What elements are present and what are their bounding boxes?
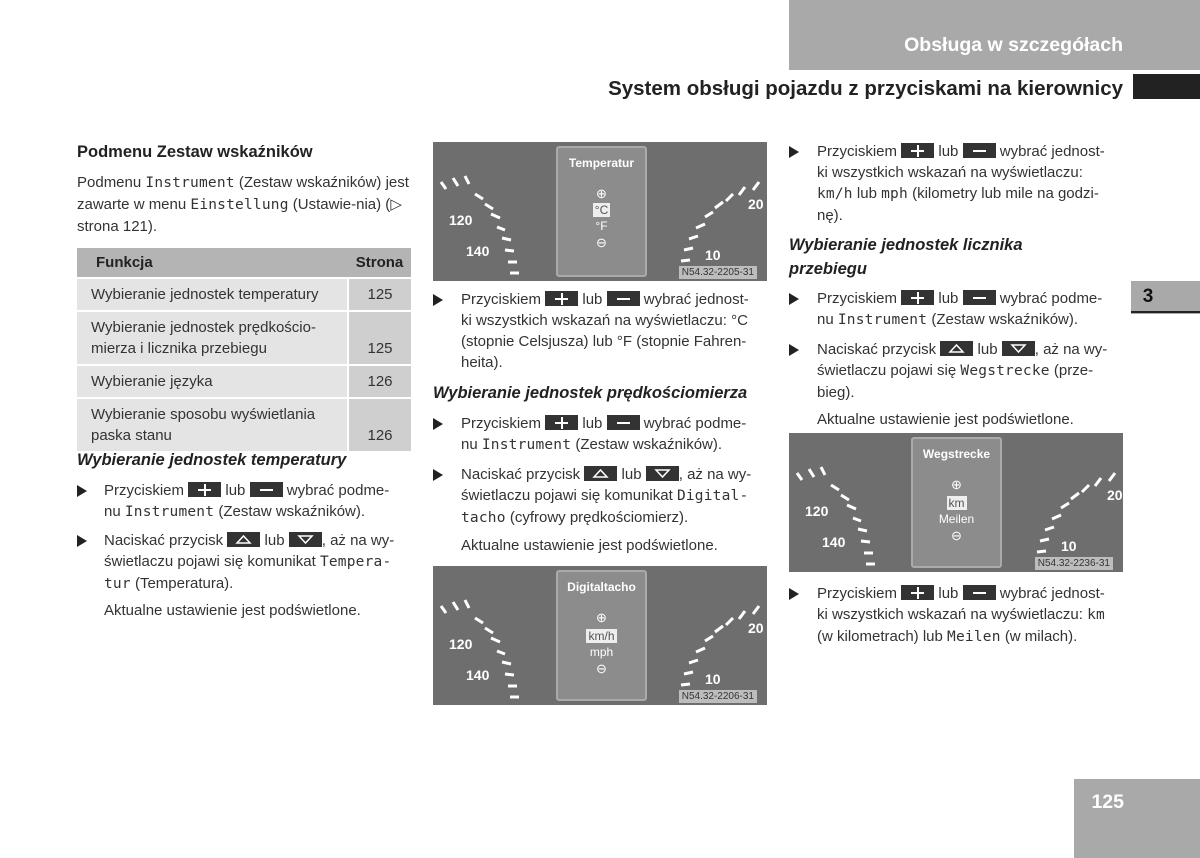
text: (Zestaw wskaźników). [931,311,1079,328]
table-cell-page: 125 [348,311,411,365]
text: wybrać jednost- [999,585,1105,602]
display-title: Temperatur [568,156,635,170]
text: lub [938,585,959,602]
intro-text: (Ustawie-nia) ( [288,196,391,213]
minus-key-icon [250,482,283,497]
dial-number: 140 [466,243,490,259]
text: (w milach). [1004,628,1078,645]
arrow-ref-icon: ▷ [390,196,402,213]
option-text: km/h [588,629,615,643]
text: nu [104,503,121,520]
list-item [433,413,767,456]
intro-mono-instrument: Instrument [145,175,235,191]
text: Przyciskiem [461,291,542,308]
intro-text: Podmenu [77,174,146,191]
text: lub [225,482,246,499]
dial-number: 120 [449,212,473,228]
table-cell-function: Wybieranie jednostek prędkościo-mierza i licznika przebiegu [77,311,348,365]
display-panel [556,146,647,277]
scroll-down-key-icon [1002,341,1035,356]
bullet-icon [789,293,799,305]
dial-number: 140 [822,534,846,550]
mono-text: km [1087,607,1105,623]
image-code: N54.32-2236-31 [1035,557,1113,570]
table-row [77,365,411,398]
chapter-number: 3 [1142,286,1154,307]
intro-text: strona 121). [77,218,158,235]
text: (stopnie Celsjusza) lub °F (stopnie Fahren- [461,333,747,350]
minus-circle-icon: ⊖ [596,661,607,676]
minus-key-icon [607,291,640,306]
display-option-selected [558,629,645,643]
text: heita). [461,354,503,371]
text: lub [264,532,285,549]
chapter-tab-line [1131,311,1200,313]
current-setting-note: Aktualne ustawienie jest podświetlone. [817,411,1074,428]
plus-key-icon [901,290,934,305]
heading-line: przebiegu [789,260,867,278]
plus-circle-icon: ⊕ [951,477,962,492]
intro-paragraph [77,172,411,237]
text: lub [582,291,603,308]
text: świetlaczu pojawi się [817,362,957,379]
dial-number: 120 [449,636,473,652]
text: Przyciskiem [817,290,898,307]
text: lub [938,290,959,307]
dial-number: 20 [748,196,764,212]
plus-key-icon [545,415,578,430]
mono-text: tur [104,576,131,592]
text: wybrać podme- [643,415,747,432]
text: nu [461,436,478,453]
bullet-icon [433,469,443,481]
display-panel [911,437,1002,568]
list-item [789,141,1123,226]
list-item [789,288,1123,331]
page-subtitle: System obsługi pojazdu z przyciskami na kierownicy [608,77,1123,100]
intro-text: (Zestaw wskaźników) jest zawarte w menu [77,174,409,213]
text: ki wszystkich wskazań na wyświetlaczu: °C [461,312,748,329]
dial-number: 10 [705,671,721,687]
dial-number: 10 [1061,538,1077,554]
display-option: Meilen [938,512,975,526]
minus-key-icon [963,290,996,305]
table-header-page: Strona [348,248,411,278]
display-panel [556,570,647,701]
scroll-up-key-icon [227,532,260,547]
dial-number: 120 [805,503,829,519]
list-item [789,583,1123,648]
function-table [77,248,411,451]
bullet-icon [789,588,799,600]
text: wybrać jednost- [643,291,749,308]
text: (Temperatura). [134,575,234,592]
text: Naciskać przycisk [817,341,937,358]
text: świetlaczu pojawi się komunikat [104,553,316,570]
subtitle-bar [1133,74,1200,99]
plus-circle-icon: ⊕ [596,186,607,201]
text: (Zestaw wskaźników). [575,436,723,453]
plus-key-icon [188,482,221,497]
text: Naciskać przycisk [104,532,224,549]
temperature-heading: Wybieranie jednostek temperatury [77,451,347,469]
bullet-icon [433,418,443,430]
text: świetlaczu pojawi się komunikat [461,487,673,504]
current-setting-note: Aktualne ustawienie jest podświetlone. [461,537,718,554]
text: wybrać podme- [999,290,1103,307]
current-setting-note: Aktualne ustawienie jest podświetlone. [104,602,361,619]
text: lub [582,415,603,432]
table-row [77,398,411,451]
mono-text: tacho [461,510,506,526]
text: nę). [817,207,843,224]
section-title: Obsługa w szczegółach [904,34,1123,56]
mono-text: km/h [817,186,853,202]
table-row [77,278,411,311]
minus-circle-icon: ⊖ [596,235,607,250]
option-text: °C [594,203,609,217]
table-cell-page: 125 [348,278,411,311]
dial-number: 140 [466,667,490,683]
mono-text: Wegstrecke [960,363,1050,379]
list-item [77,530,411,595]
display-option-selected [558,203,645,217]
list-item [77,480,411,523]
text: ki wszystkich wskazań na wyświetlaczu: [817,164,1083,181]
intro-mono-einstellung: Einstellung [190,197,289,213]
plus-key-icon [545,291,578,306]
text: Przyciskiem [461,415,542,432]
minus-key-icon [607,415,640,430]
minus-key-icon [963,143,996,158]
table-header-row [77,248,411,278]
cluster-image-wegstrecke [789,433,1123,572]
mono-text: Tempera- [319,554,392,570]
minus-circle-icon: ⊖ [951,528,962,543]
text: bieg). [817,384,855,401]
text: (w kilometrach) lub [817,628,943,645]
plus-circle-icon: ⊕ [596,610,607,625]
mono-text: Instrument [481,437,572,453]
scroll-down-key-icon [646,466,679,481]
odometer-heading [789,233,1123,281]
text: nu [817,311,834,328]
scroll-up-key-icon [940,341,973,356]
list-item [433,464,767,529]
cluster-image-digitaltacho [433,566,767,705]
table-cell-function: Wybieranie jednostek temperatury [77,278,348,311]
plus-key-icon [901,143,934,158]
table-cell-function: Wybieranie języka [77,365,348,398]
list-item [789,339,1123,403]
table-row [77,311,411,365]
text: , aż na wy- [678,466,752,483]
mono-text: Digital- [676,488,749,504]
heading-line: Wybieranie jednostek licznika [789,236,1023,254]
text: lub [621,466,642,483]
bullet-icon [433,294,443,306]
text: Naciskać przycisk [461,466,581,483]
mono-text: mph [881,186,908,202]
table-header-function: Funkcja [77,248,348,278]
text: , aż na wy- [321,532,395,549]
list-item [433,289,767,373]
mono-text: Meilen [947,629,1001,645]
text: wybrać podme- [286,482,390,499]
text: lub [977,341,998,358]
page-number: 125 [1091,791,1124,813]
chapter-tab [1131,281,1200,314]
text: (cyfrowy prędkościomierz). [509,509,689,526]
image-code: N54.32-2206-31 [679,690,757,703]
text: Przyciskiem [817,143,898,160]
display-option-selected [913,496,1000,510]
bullet-icon [789,146,799,158]
plus-key-icon [901,585,934,600]
bullet-icon [789,344,799,356]
text: lub [856,185,877,202]
mono-text: Instrument [124,504,215,520]
scroll-down-key-icon [289,532,322,547]
speedometer-heading: Wybieranie jednostek prędkościomierza [433,384,748,402]
cluster-image-temperature [433,142,767,281]
bullet-icon [77,485,87,497]
table-cell-function: Wybieranie sposobu wyświetlania paska stanu [77,398,348,451]
text: Przyciskiem [817,585,898,602]
dial-number: 10 [705,247,721,263]
option-text: km [948,496,965,510]
image-code: N54.32-2205-31 [679,266,757,279]
text: (Zestaw wskaźników). [218,503,366,520]
display-option: °F [595,219,608,233]
dial-number: 20 [748,620,764,636]
display-title: Digitaltacho [567,580,636,594]
text: Przyciskiem [104,482,185,499]
dial-number: 20 [1107,487,1123,503]
text: , aż na wy- [1034,341,1108,358]
table-cell-page: 126 [348,398,411,451]
scroll-up-key-icon [584,466,617,481]
minus-key-icon [963,585,996,600]
text: lub [938,143,959,160]
display-title: Wegstrecke [922,447,991,461]
bullet-icon [77,535,87,547]
display-option: mph [589,645,614,659]
table-cell-page: 126 [348,365,411,398]
text: ki wszystkich wskazań na wyświetlaczu: [817,606,1083,623]
mono-text: Instrument [837,312,928,328]
text: (prze- [1053,362,1094,379]
text: wybrać jednost- [999,143,1105,160]
submenu-heading: Podmenu Zestaw wskaźników [77,143,313,161]
text: (kilometry lub mile na godzi- [912,185,1099,202]
